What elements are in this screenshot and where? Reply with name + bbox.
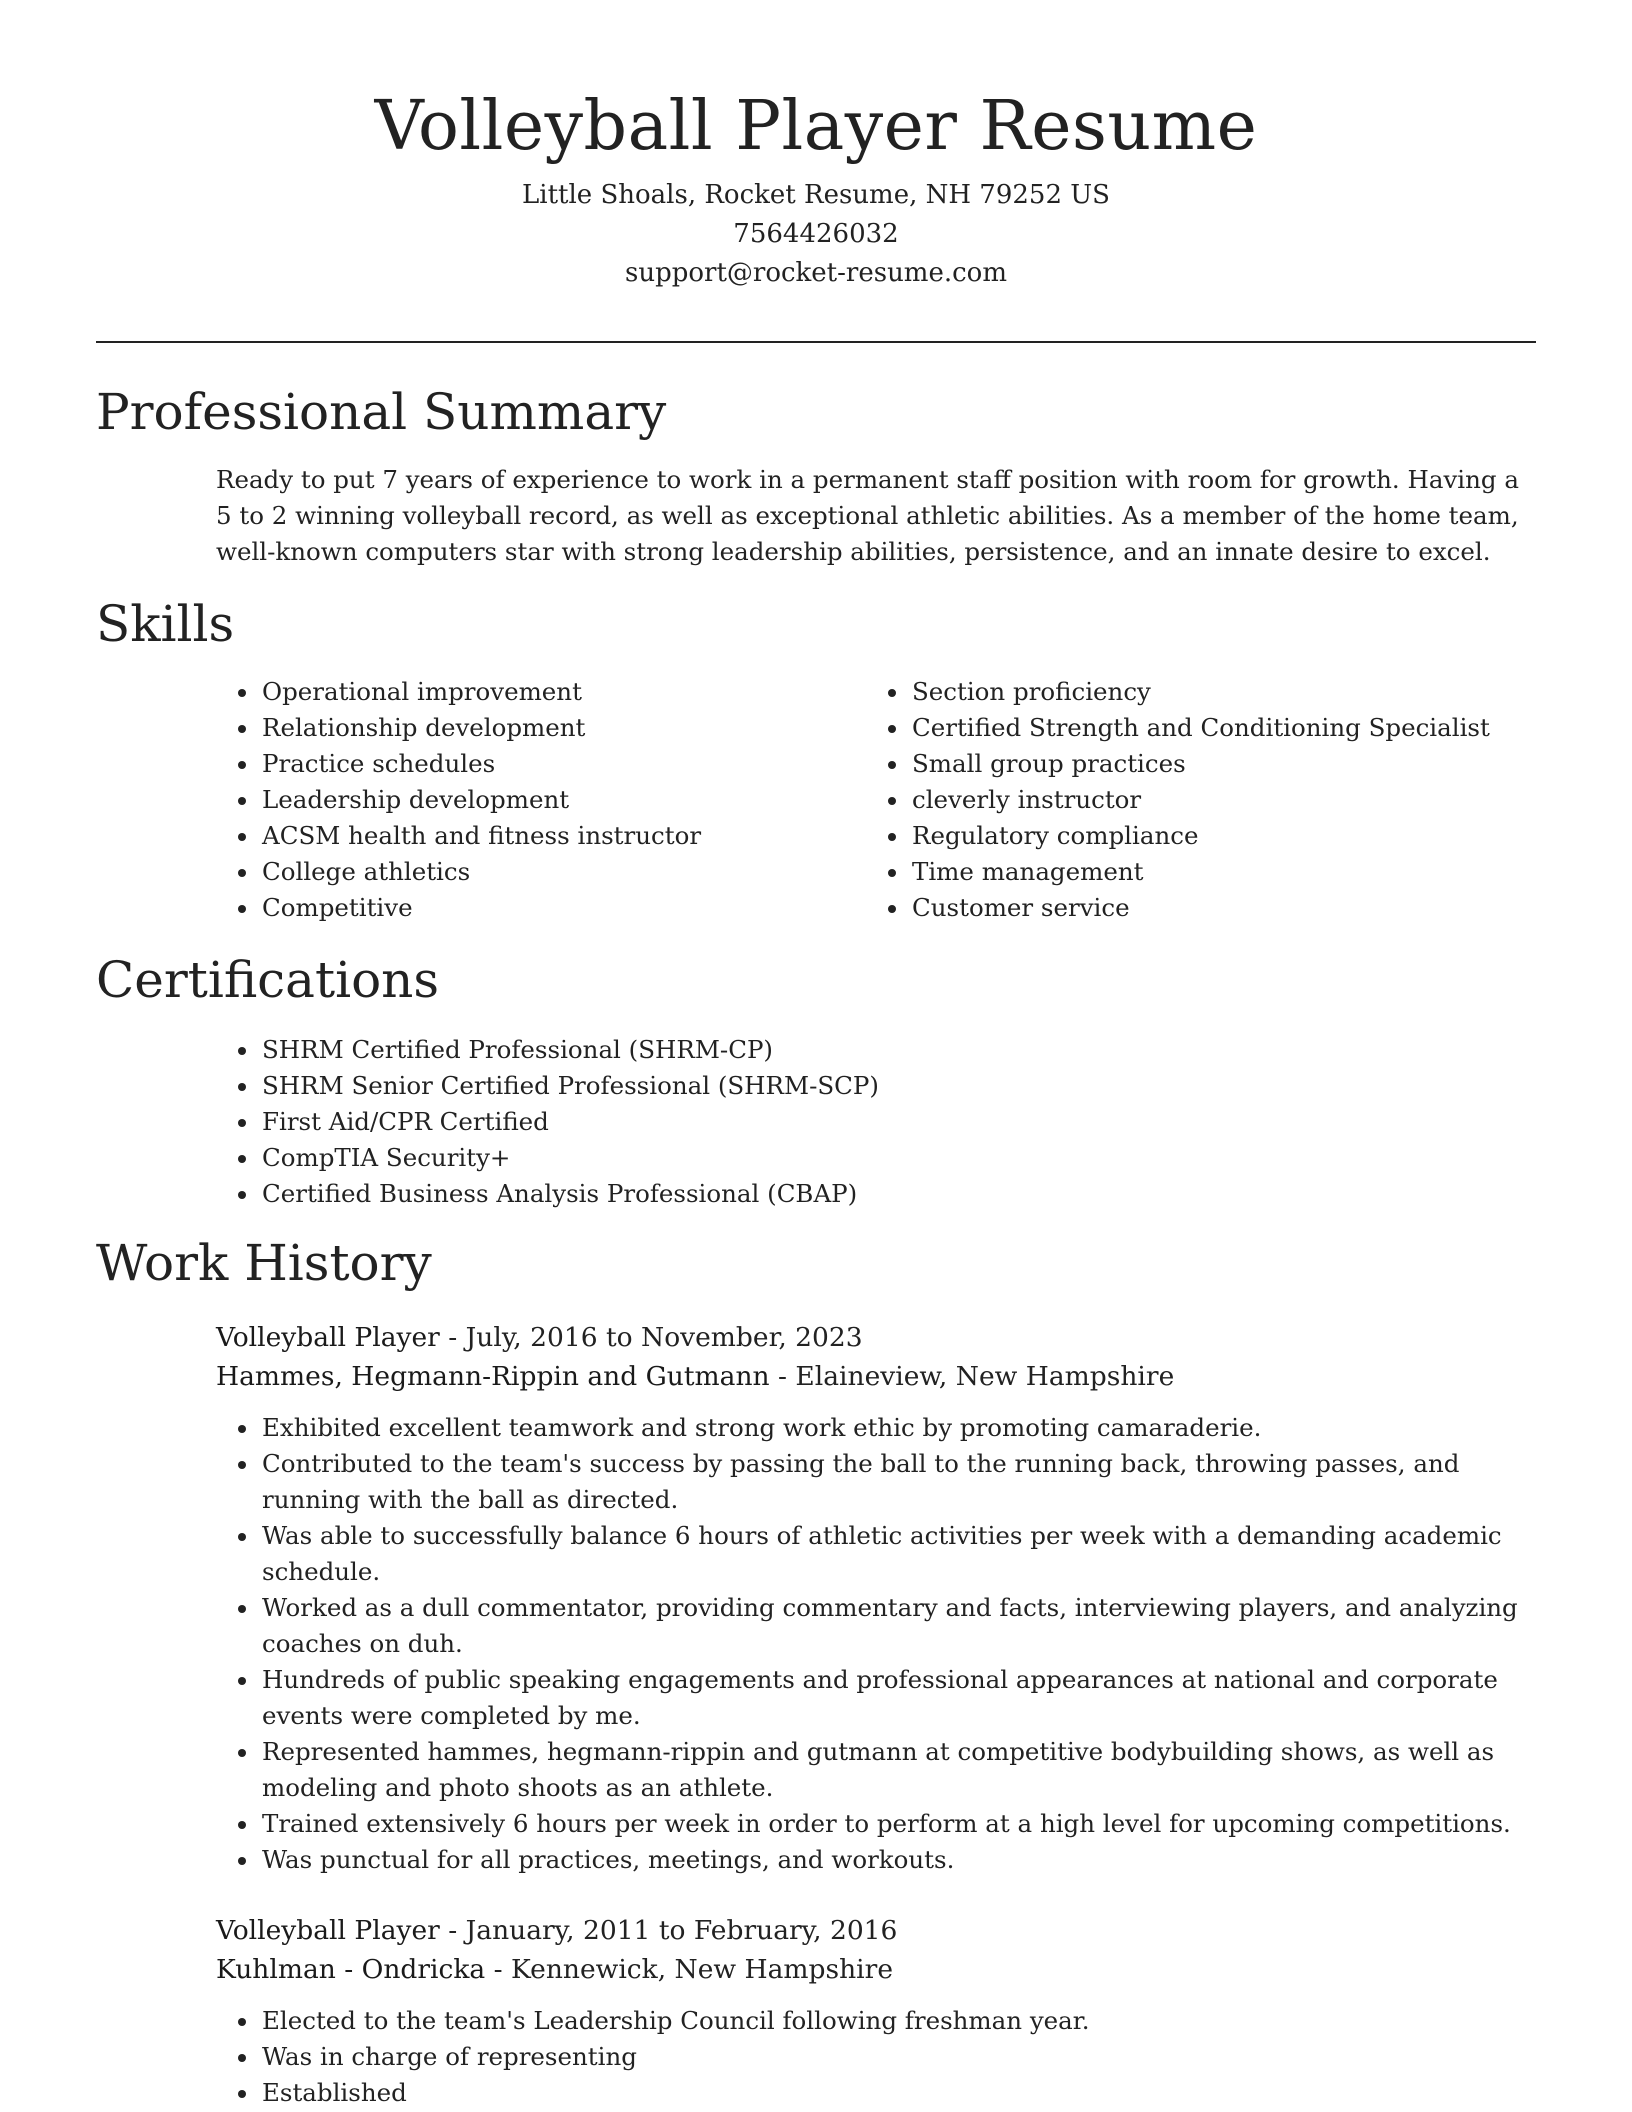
skill-item: • College athletics	[260, 854, 836, 890]
contact-info	[96, 176, 1536, 293]
job-bullet: • Trained extensively 6 hours per week in order to perform at a high level for upcoming competitions.	[260, 1806, 1536, 1842]
job-company: Kuhlman - Ondricka	[216, 1954, 486, 1985]
job-bullet: • Contributed to the team's success by passing the ball to the running back, throwing passes, and running with the ball as directed.	[260, 1446, 1536, 1518]
skill-item: • Customer service	[910, 890, 1536, 926]
skill-item: • Practice schedules	[260, 746, 836, 782]
job-bullets	[216, 1410, 1536, 1878]
skill-item: • Section proficiency	[910, 674, 1536, 710]
certifications-list	[216, 1032, 1536, 1212]
separator: -	[778, 1361, 796, 1392]
certification-item: • First Aid/CPR Certified	[260, 1104, 1536, 1140]
contact-address: Little Shoals, Rocket Resume, NH 79252 US	[522, 180, 1110, 210]
job-title-line	[216, 1911, 1536, 1950]
job-dates: July, 2016 to November, 2023	[465, 1322, 863, 1353]
skill-item: • Regulatory compliance	[910, 818, 1536, 854]
job-location: Kennewick, New Hampshire	[511, 1954, 894, 1985]
resume-header	[96, 82, 1536, 293]
contact-email: support@rocket-resume.com	[624, 258, 1007, 288]
job-role: Volleyball Player	[216, 1322, 440, 1353]
certification-item: • Certified Business Analysis Professional (CBAP)	[260, 1176, 1536, 1212]
job-bullet: • Represented hammes, hegmann-rippin and gutmann at competitive bodybuilding shows, as well as modeling and photo shoots as an athlete.	[260, 1734, 1536, 1806]
job-title-line	[216, 1318, 1536, 1357]
resume-title: Volleyball Player Resume	[374, 87, 1258, 166]
job-bullet: • Was in charge of representing	[260, 2039, 1536, 2075]
job-bullet: • Worked as a dull commentator, providing commentary and facts, interviewing players, and analyzing coaches on duh.	[260, 1590, 1536, 1662]
job-role: Volleyball Player	[216, 1915, 440, 1946]
summary-text: Ready to put 7 years of experience to work in a permanent staff position with room for growth. Having a 5 to 2 winning volleyball record, as well as exceptional athletic abilities. As a member of the home team, well-known computers star with strong leadership abilities, persistence, and an innate desire to excel.	[216, 465, 1519, 566]
skill-item: • Certified Strength and Conditioning Specialist	[910, 710, 1536, 746]
skill-item: • Operational improvement	[260, 674, 836, 710]
job-entry	[216, 1911, 1536, 2111]
job-bullet: • Elected to the team's Leadership Council following freshman year.	[260, 2003, 1536, 2039]
separator: -	[448, 1322, 466, 1353]
separator: -	[448, 1915, 466, 1946]
skill-item: • Leadership development	[260, 782, 836, 818]
job-bullets	[216, 2003, 1536, 2111]
certification-item: • CompTIA Security+	[260, 1140, 1536, 1176]
job-entry	[216, 1318, 1536, 1878]
section-title-summary: Professional Summary	[96, 383, 667, 441]
job-company: Hammes, Hegmann-Rippin and Gutmann	[216, 1361, 770, 1392]
job-bullet: • Was punctual for all practices, meetings, and workouts.	[260, 1842, 1536, 1878]
skill-item: • ACSM health and fitness instructor	[260, 818, 836, 854]
skills-column-right	[866, 674, 1536, 926]
section-title-certifications: Certifications	[96, 951, 440, 1009]
section-title-work-history: Work History	[96, 1234, 432, 1292]
header-divider	[96, 341, 1536, 343]
job-bullet: • Was able to successfully balance 6 hours of athletic activities per week with a demanding academic schedule.	[260, 1518, 1536, 1590]
skills-column-left	[216, 674, 836, 926]
job-bullet: • Exhibited excellent teamwork and strong work ethic by promoting camaraderie.	[260, 1410, 1536, 1446]
job-company-line	[216, 1950, 1536, 1989]
job-company-line	[216, 1357, 1536, 1396]
job-dates: January, 2011 to February, 2016	[465, 1915, 898, 1946]
contact-phone: 7564426032	[733, 219, 899, 249]
job-bullet: • Established	[260, 2075, 1536, 2111]
skill-item: • Competitive	[260, 890, 836, 926]
job-location: Elaineview, New Hampshire	[795, 1361, 1175, 1392]
job-bullet: • Hundreds of public speaking engagements and professional appearances at national and corporate events were completed by me.	[260, 1662, 1536, 1734]
certification-item: • SHRM Certified Professional (SHRM-CP)	[260, 1032, 1536, 1068]
skill-item: • Relationship development	[260, 710, 836, 746]
certification-item: • SHRM Senior Certified Professional (SHRM-SCP)	[260, 1068, 1536, 1104]
skill-item: • Time management	[910, 854, 1536, 890]
skill-item: • cleverly instructor	[910, 782, 1536, 818]
skill-item: • Small group practices	[910, 746, 1536, 782]
separator: -	[493, 1954, 512, 1985]
section-title-skills: Skills	[96, 595, 235, 653]
